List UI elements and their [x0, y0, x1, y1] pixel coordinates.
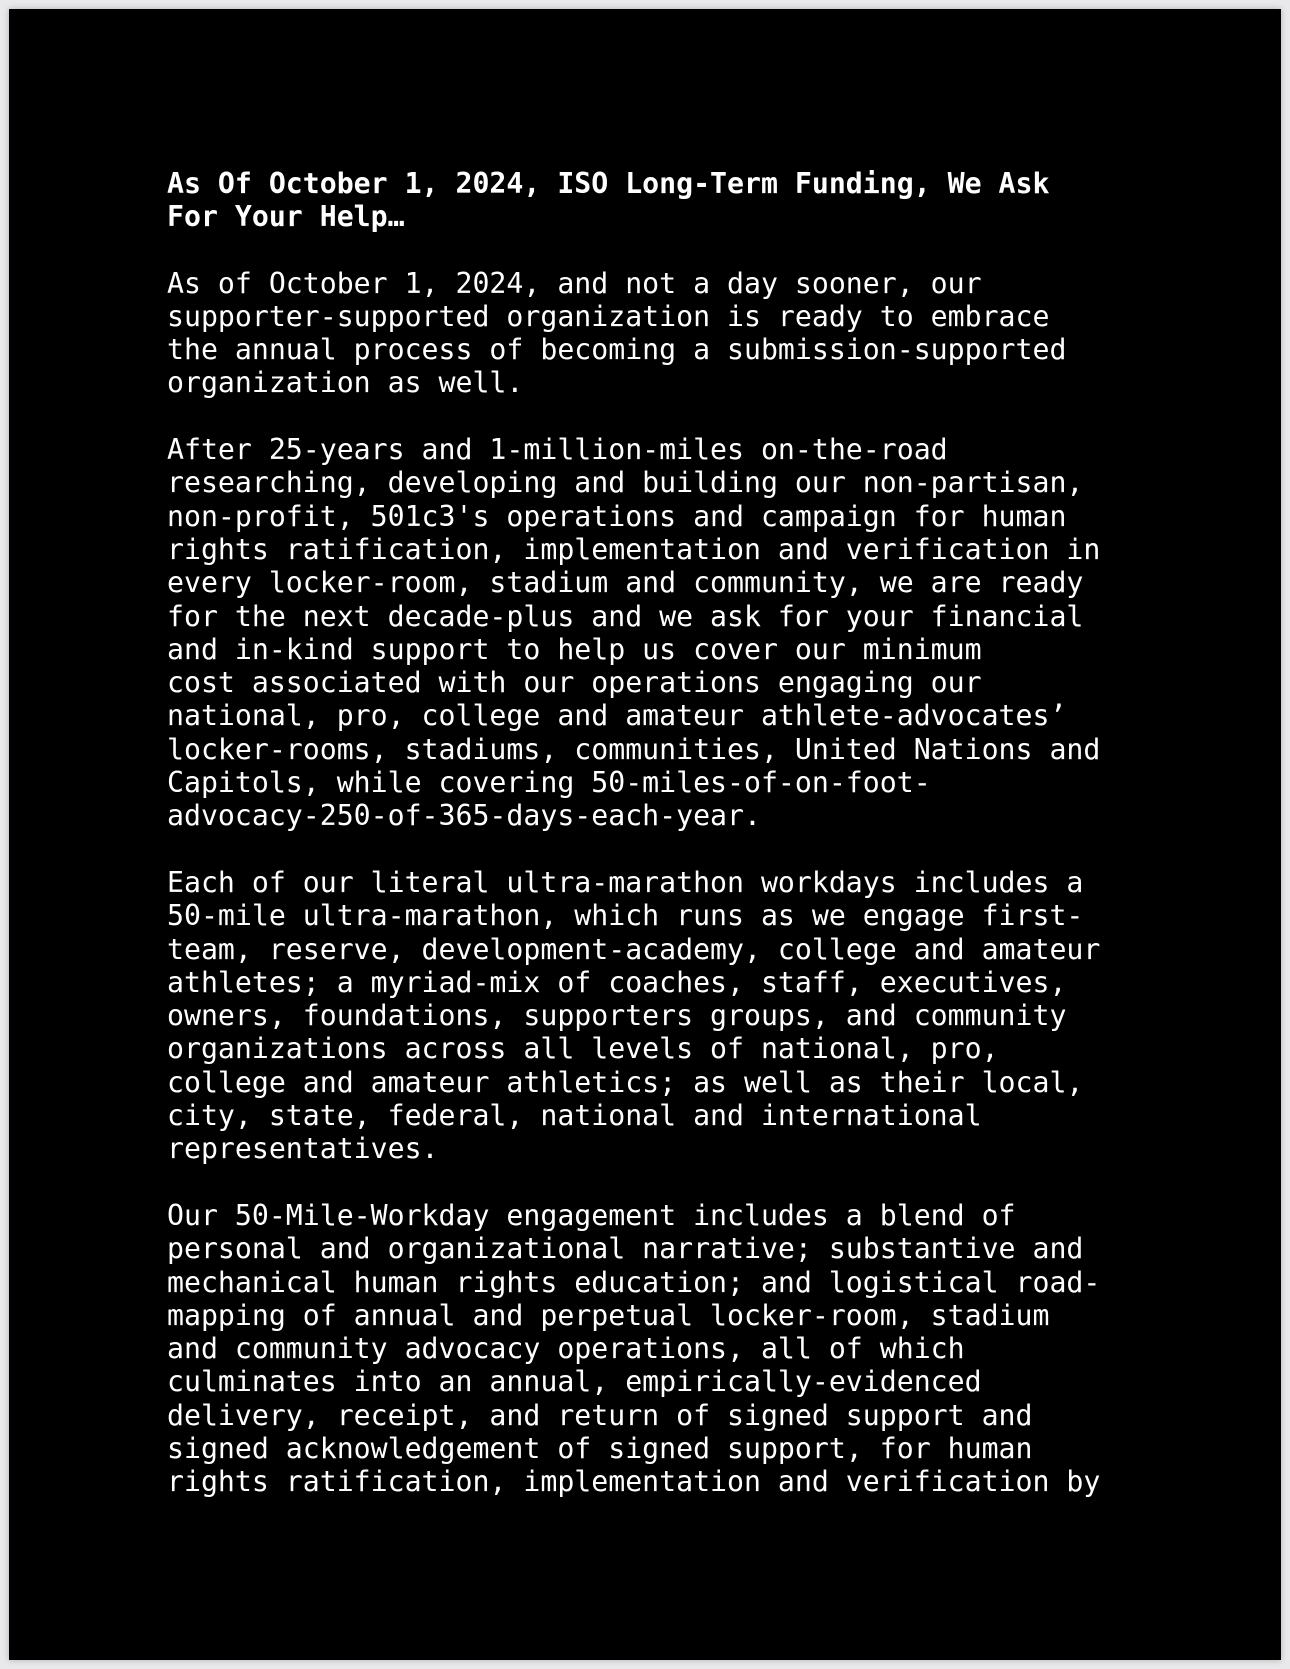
document-body: [167, 167, 1167, 1532]
document-title: As Of October 1, 2024, ISO Long-Term Funding, We Ask For Your Help…: [167, 167, 1050, 234]
paragraph-1: As of October 1, 2024, and not a day sooner, our supporter-supported organization is ready to embrace the annual process of becoming a submission-supported organization as well.: [167, 266, 1067, 400]
paragraph-2: After 25-years and 1-million-miles on-the-road researching, developing and building our non-partisan, non-profit, 501c3's operations and campaign for human rights ratification, implementation and verification in every locker-room, stadium and community, we are ready for the next decade-plus and we ask for your financial and in-kind support to help us cover our minimum cost associated with our operations engaging our national, pro, college and amateur athlete-advocates’ locker-rooms, stadiums, communities, United Nations and Capitols, while covering 50-miles-of-on-foot- advocacy-250-of-365-days-each-year.: [167, 433, 1101, 833]
document-page: [9, 9, 1281, 1660]
paragraph-3: Each of our literal ultra-marathon workdays includes a 50-mile ultra-marathon, which runs as we engage first- team, reserve, development-academy, college and amateur athletes; a myriad-mix of coaches, staff, executives, owners, foundations, supporters groups, and community organizations across all levels of national, pro, college and amateur athletics; as well as their local, city, state, federal, national and international representatives.: [167, 865, 1101, 1166]
paragraph-4: Our 50-Mile-Workday engagement includes a blend of personal and organizational narrative; substantive and mechanical human rights education; and logistical road- mapping of annual and perpetual locker-room, stadium and community advocacy operations, all of which culminates into an annual, empirically-evidenced delivery, receipt, and return of signed support and signed acknowledgement of signed support, for human rights ratification, implementation and verification by: [167, 1198, 1101, 1499]
